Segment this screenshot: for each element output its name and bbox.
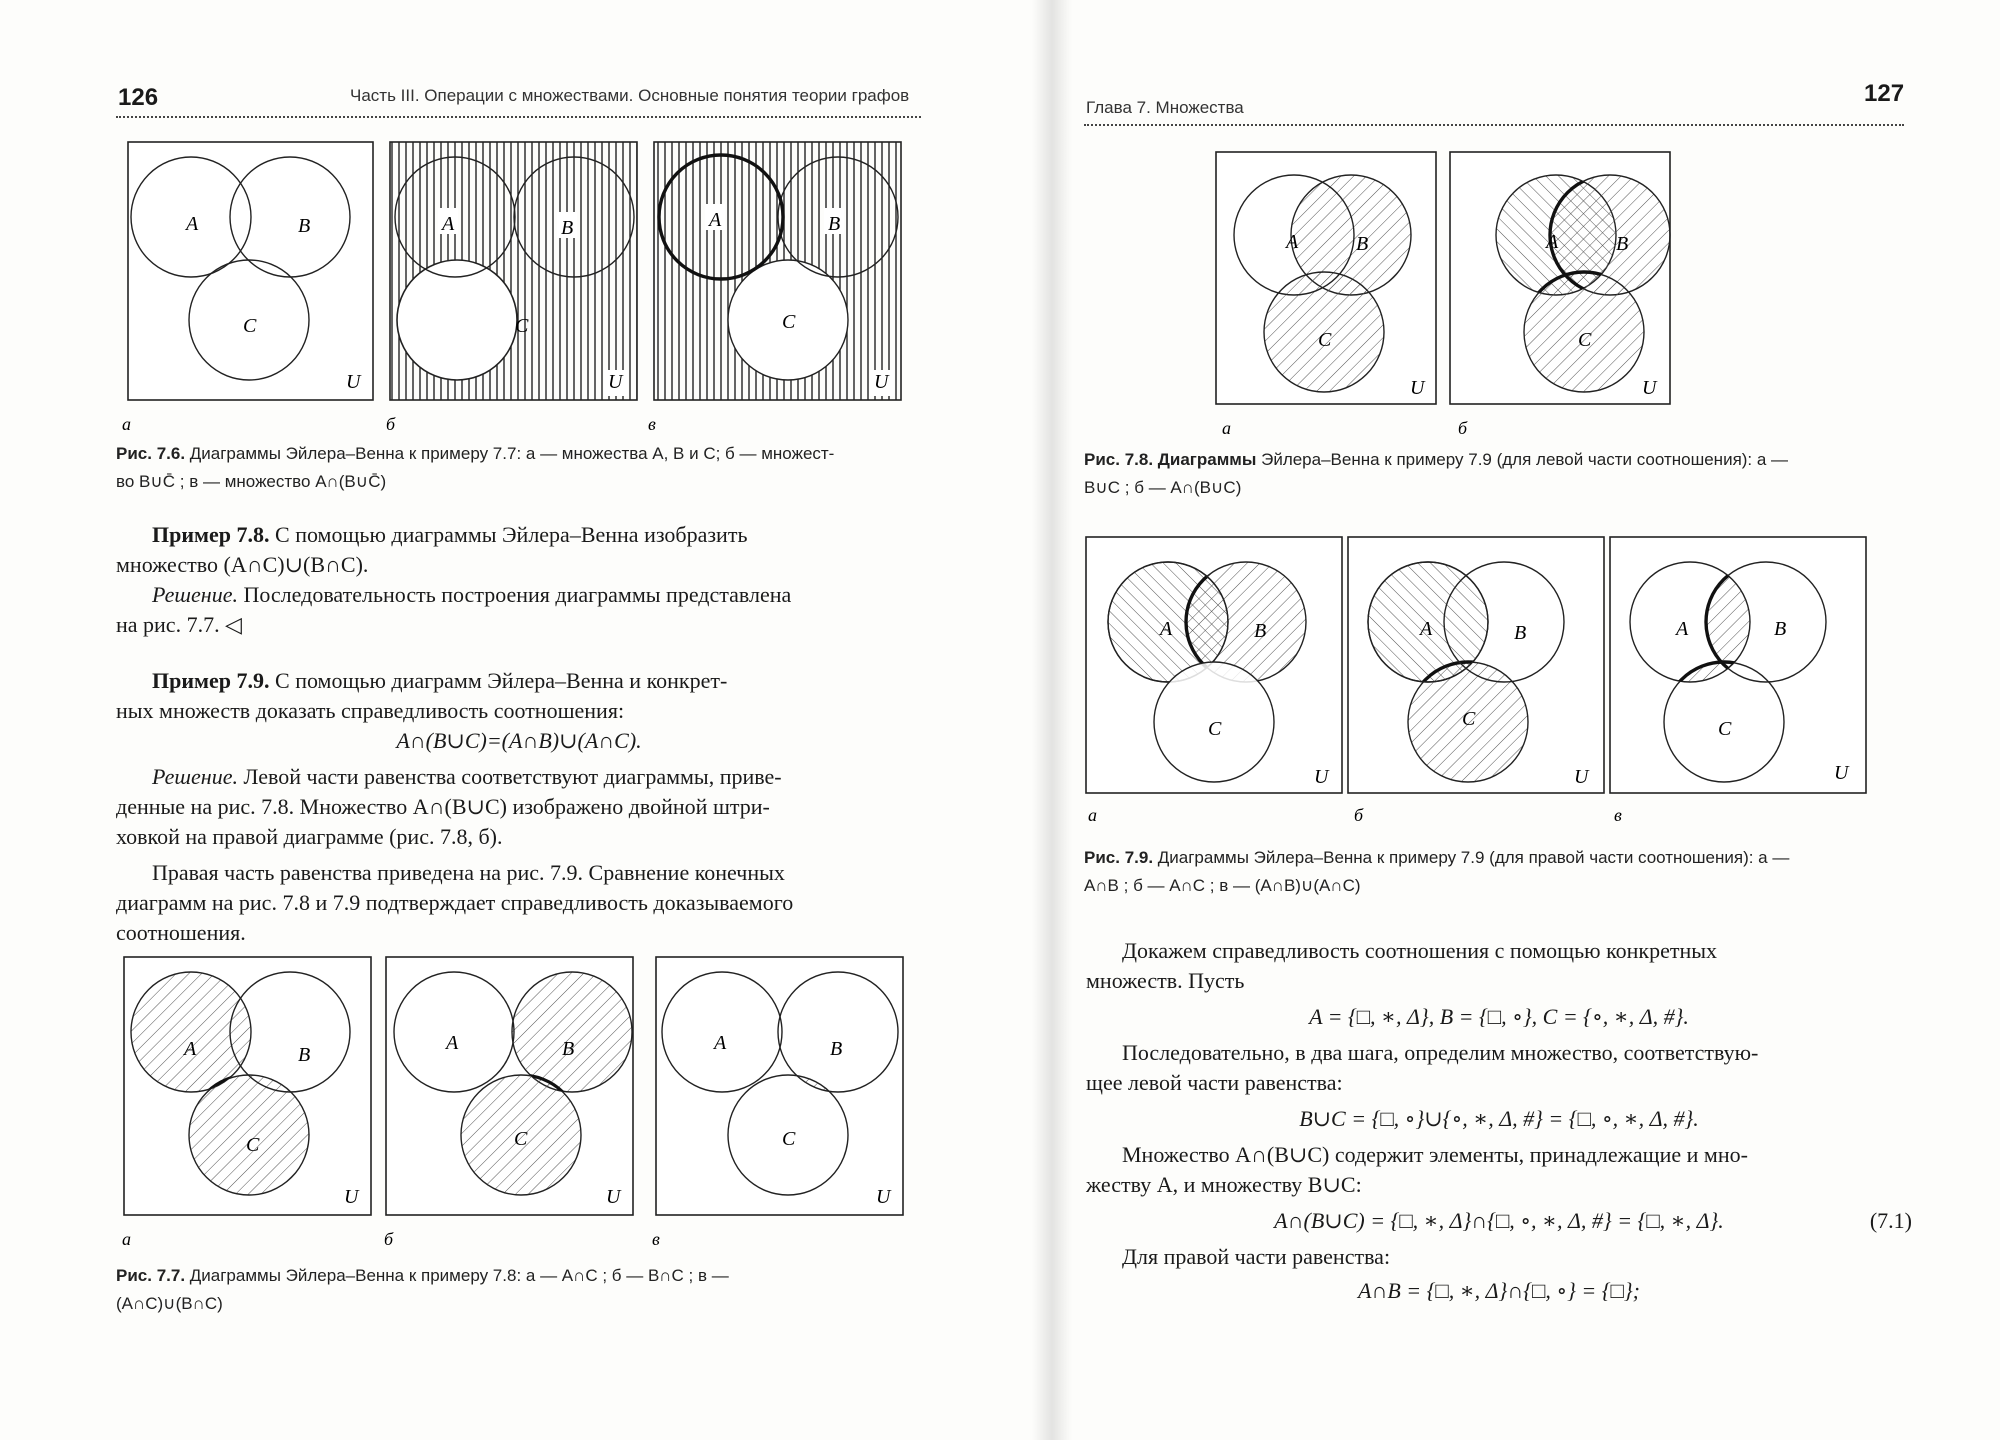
subfigure-label-b: б <box>1354 805 1364 825</box>
subfigure-label-b: б <box>1458 418 1468 438</box>
label-b: B <box>1616 233 1629 255</box>
example-title: Пример 7.9. <box>152 668 270 693</box>
figure-7-6 <box>118 140 928 440</box>
caption-label: Рис. 7.8. Диаграммы <box>1084 450 1257 469</box>
text-line: диаграмм на рис. 7.8 и 7.9 подтверждает справедливость доказываемого <box>116 890 794 915</box>
text-line: Последовательно, в два шага, определим множество, соответствую- <box>1122 1040 1759 1065</box>
paragraph <box>116 666 922 696</box>
text-line: С помощью диаграмм Эйлера–Венна и конкрет- <box>269 668 728 693</box>
label-a: A <box>184 1038 197 1060</box>
label-u: U <box>606 1186 621 1208</box>
caption-label: Рис. 7.7. <box>116 1266 186 1285</box>
running-header: Часть III. Операции с множествами. Основные понятия теории графов <box>350 86 910 105</box>
right-page <box>1064 0 2000 1440</box>
label-a: A <box>1546 231 1559 253</box>
label-a: A <box>1160 618 1173 640</box>
paragraph <box>116 520 922 550</box>
label-c: C <box>782 1128 796 1150</box>
label-u: U <box>1314 766 1329 788</box>
equation: B∪C = {□, ∘}∪{∘, ∗, Δ, #} = {□, ∘, ∗, Δ, #}. <box>1299 1106 1699 1131</box>
label-b: B <box>562 1038 575 1060</box>
equation-row <box>1086 1206 1912 1236</box>
text-line: щее левой части равенства: <box>1086 1070 1343 1095</box>
caption-label: Рис. 7.9. <box>1084 848 1154 867</box>
page-number: 126 <box>118 84 159 111</box>
formula: A∩(B∪C)=(A∩B)∪(A∩C). <box>396 728 642 753</box>
set-c-circle <box>397 260 517 380</box>
solution-label: Решение. <box>152 764 238 789</box>
label-u: U <box>608 371 623 393</box>
header-rule <box>1084 124 1904 126</box>
label-c: C <box>1208 718 1222 740</box>
label-c: C <box>243 315 257 337</box>
equation: A = {□, ∗, Δ}, B = {□, ∘}, C = {∘, ∗, Δ, #}. <box>1309 1004 1689 1029</box>
text-line: Докажем справедливость соотношения с помощью конкретных <box>1122 938 1718 963</box>
caption-text: B∪C ; б — A∩(B∪C) <box>1084 478 1242 497</box>
label-a: A <box>186 213 199 235</box>
text-line: Для правой части равенства: <box>1122 1244 1391 1269</box>
label-u: U <box>346 371 361 393</box>
label-a: A <box>442 213 455 235</box>
label-a: A <box>714 1032 727 1054</box>
text-line: Множество A∩(B∪C) содержит элементы, принадлежащие и мно- <box>1122 1142 1748 1167</box>
text-line: жеству A, и множеству B∪C: <box>1086 1172 1362 1197</box>
label-b: B <box>1514 622 1527 644</box>
text-line: на рис. 7.7. ◁ <box>116 612 242 637</box>
caption-label: Рис. 7.6. <box>116 444 186 463</box>
paragraph <box>116 762 922 792</box>
figure-7-9 <box>1084 535 1914 830</box>
label-b: B <box>561 217 574 239</box>
subfigure-label-a: а <box>1088 805 1097 825</box>
label-u: U <box>1834 762 1849 784</box>
label-b: B <box>830 1038 843 1060</box>
label-b: B <box>298 1044 311 1066</box>
label-c: C <box>514 1128 528 1150</box>
equation: A∩(B∪C) = {□, ∗, Δ}∩{□, ∘, ∗, Δ, #} = {□, ∗, Δ}. <box>1274 1208 1724 1233</box>
subfigure-label-a: а <box>1222 418 1231 438</box>
label-u: U <box>1410 377 1425 399</box>
body-text <box>1086 936 1912 1310</box>
text-line: Правая часть равенства приведена на рис. 7.9. Сравнение конечных <box>152 860 785 885</box>
text-line: Левой части равенства соответствуют диаграммы, приве- <box>237 764 782 789</box>
caption-text: во B∪C̄ ; в — множество A∩(B∪C̄) <box>116 472 387 491</box>
body-text <box>116 520 922 948</box>
set-a-circle <box>131 972 251 1092</box>
figure-7-8 <box>1214 150 1694 440</box>
running-header: Глава 7. Множества <box>1086 98 1244 117</box>
figure-7-6-caption <box>116 440 926 496</box>
subfigure-label-c: в <box>648 414 656 434</box>
caption-text: Диаграммы Эйлера–Венна к примеру 7.8: а — A∩C ; б — B∩C ; в — <box>185 1266 729 1285</box>
equation: A∩B = {□, ∗, Δ}∩{□, ∘} = {□}; <box>1358 1278 1640 1303</box>
text-line: Последовательность построения диаграммы представлена <box>237 582 792 607</box>
text-line: ховкой на правой диаграмме (рис. 7.8, б). <box>116 824 503 849</box>
text-line: С помощью диаграммы Эйлера–Венна изобразить <box>269 522 748 547</box>
label-b: B <box>298 215 311 237</box>
figure-7-7 <box>118 955 928 1255</box>
label-c: C <box>1462 708 1476 730</box>
label-a: A <box>1420 618 1433 640</box>
label-u: U <box>1574 766 1589 788</box>
label-u: U <box>1642 377 1657 399</box>
label-c: C <box>1718 718 1732 740</box>
label-b: B <box>1356 233 1369 255</box>
caption-text: Диаграммы Эйлера–Венна к примеру 7.9 (для правой части соотношения): а — <box>1153 848 1790 867</box>
label-c: C <box>1318 329 1332 351</box>
subfigure-label-c: в <box>652 1229 660 1249</box>
label-b: B <box>1774 618 1787 640</box>
label-u: U <box>876 1186 891 1208</box>
figure-7-8-caption <box>1084 446 1904 502</box>
solution-label: Решение. <box>152 582 238 607</box>
caption-text: (A∩C)∪(B∩C) <box>116 1294 223 1313</box>
figure-7-7-caption <box>116 1262 926 1318</box>
header-rule <box>116 116 921 118</box>
label-c: C <box>515 315 529 337</box>
label-c: C <box>782 311 796 333</box>
text-line: множеств. Пусть <box>1086 968 1245 993</box>
universe-rect <box>656 957 903 1215</box>
paragraph <box>116 580 922 610</box>
caption-text: Эйлера–Венна к примеру 7.9 (для левой части соотношения): а — <box>1256 450 1789 469</box>
label-a: A <box>709 209 722 231</box>
label-a: A <box>1286 231 1299 253</box>
label-u: U <box>344 1186 359 1208</box>
text-line: множество (A∩C)∪(B∩C). <box>116 552 369 577</box>
text-line: соотношения. <box>116 920 246 945</box>
label-b: B <box>828 213 841 235</box>
text-line: ных множеств доказать справедливость соотношения: <box>116 698 625 723</box>
label-a: A <box>446 1032 459 1054</box>
page-number: 127 <box>1864 80 1905 107</box>
label-b: B <box>1254 620 1267 642</box>
caption-text: Диаграммы Эйлера–Венна к примеру 7.7: а — множества A, B и C; б — множест- <box>185 444 835 463</box>
label-c: C <box>1578 329 1592 351</box>
example-title: Пример 7.8. <box>152 522 270 547</box>
text-line: денные на рис. 7.8. Множество A∩(B∪C) изображено двойной штри- <box>116 794 770 819</box>
label-u: U <box>874 371 889 393</box>
set-b-circle <box>512 972 632 1092</box>
label-c: C <box>246 1134 260 1156</box>
figure-7-9-caption <box>1084 844 1914 900</box>
subfigure-label-a: а <box>122 414 131 434</box>
subfigure-label-a: а <box>122 1229 131 1249</box>
equation-number: (7.1) <box>1869 1208 1912 1233</box>
caption-text: A∩B ; б — A∩C ; в — (A∩B)∪(A∩C) <box>1084 876 1361 895</box>
subfigure-label-b: б <box>384 1229 394 1249</box>
subfigure-label-c: в <box>1614 805 1622 825</box>
subfigure-label-b: б <box>386 414 396 434</box>
label-a: A <box>1676 618 1689 640</box>
